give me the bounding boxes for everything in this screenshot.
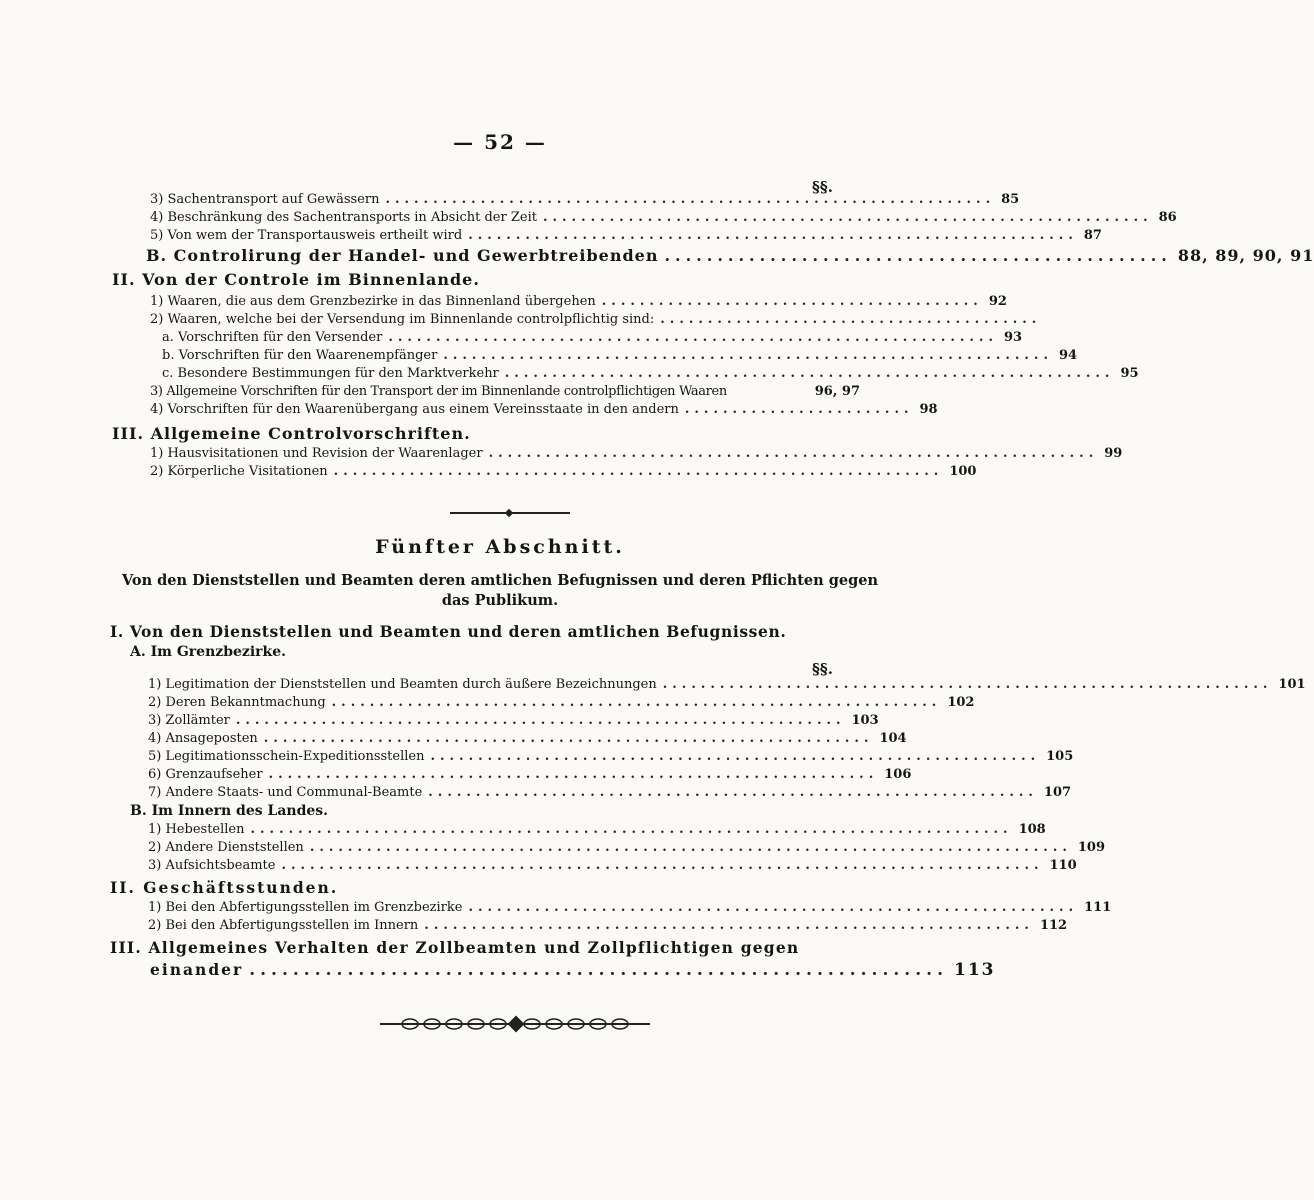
toc-entry: 2) Andere Dienststellen ................................................................................ 109 xyxy=(148,840,1106,855)
toc-entry: 3) Zollämter ................................................................ 103 xyxy=(148,713,879,728)
chapter-subtitle-cont: das Publikum. xyxy=(441,592,559,609)
toc-entry: 3) Aufsichtsbeamte ................................................................................ 110 xyxy=(148,858,1077,873)
toc-entry: 1) Hausvisitationen und Revision der Waarenlager ................................................................ 99 xyxy=(150,446,1123,461)
toc-entry: 4) Vorschriften für den Waarenübergang aus einem Vereinsstaate in den andern ........................ 98 xyxy=(150,402,938,417)
toc-subheading: B. Im Innern des Landes. xyxy=(130,803,329,819)
toc-heading-section-ii: II. Geschäftsstunden. xyxy=(110,878,339,897)
section-mark: §§. xyxy=(812,660,833,678)
toc-entry: 6) Grenzaufseher ................................................................ 106 xyxy=(148,767,912,782)
toc-entry: 1) Hebestellen ................................................................................ 108 xyxy=(148,822,1046,837)
toc-entry: a. Vorschriften für den Versender ................................................................ 93 xyxy=(162,330,1023,345)
toc-entry: 2) Bei den Abfertigungsstellen im Innern ................................................................ 112 xyxy=(148,918,1068,933)
toc-entry: 5) Legitimationsschein-Expeditionsstellen ................................................................ 105 xyxy=(148,749,1074,764)
toc-entry: 4) Beschränkung des Sachentransports in Absicht der Zeit ................................................................ 86 xyxy=(150,210,1177,225)
toc-entry: 7) Andere Staats- und Communal-Beamte ................................................................ 107 xyxy=(148,785,1072,800)
section-divider xyxy=(450,512,570,514)
toc-heading-b: B. Controlirung der Handel- und Gewerbtreibenden ................................................ 88, 89, 90, 91 xyxy=(146,246,1314,265)
toc-entry: 2) Körperliche Visitationen ................................................................ 100 xyxy=(150,464,977,479)
toc-entry: 4) Ansageposten ................................................................ 104 xyxy=(148,731,907,746)
toc-entry: 3) Sachentransport auf Gewässern ................................................................ 85 xyxy=(150,192,1020,207)
toc-heading-iii: III. Allgemeine Controlvorschriften. xyxy=(112,424,471,443)
chapter-subtitle: Von den Dienststellen und Beamten deren amtlichen Befugnissen und deren Pflichten gegen xyxy=(121,572,879,589)
ornamental-divider xyxy=(380,1014,650,1034)
toc-heading-section-iii-cont: einander ................................................................ 113 xyxy=(150,960,996,980)
toc-entry: c. Besondere Bestimmungen für den Marktverkehr ................................................................ 95 xyxy=(162,366,1139,381)
toc-entry: 2) Deren Bekanntmachung ................................................................ 102 xyxy=(148,695,975,710)
toc-subheading: A. Im Grenzbezirke. xyxy=(130,644,287,660)
section-mark: §§. xyxy=(812,178,833,196)
toc-entry: 5) Von wem der Transportausweis ertheilt wird ................................................................ 87 xyxy=(150,228,1102,243)
toc-entry: 1) Waaren, die aus dem Grenzbezirke in das Binnenland übergehen ........................................ 92 xyxy=(150,294,1007,309)
toc-entry: 1) Legitimation der Dienststellen und Beamten durch äußere Bezeichnungen ................................................................ 101 xyxy=(148,677,1306,692)
toc-heading-section-iii: III. Allgemeines Verhalten der Zollbeamten und Zollpflichtigen gegen xyxy=(110,938,800,957)
chapter-title: Fünfter Abschnitt. xyxy=(375,536,625,558)
toc-heading-section-i: I. Von den Dienststellen und Beamten und deren amtlichen Befugnissen. xyxy=(110,622,787,641)
toc-entry: b. Vorschriften für den Waarenempfänger ................................................................ 94 xyxy=(162,348,1078,363)
toc-heading-ii: II. Von der Controle im Binnenlande. xyxy=(112,270,480,289)
toc-entry: 2) Waaren, welche bei der Versendung im Binnenlande controlpflichtig sind: ........................................ xyxy=(150,312,1042,327)
toc-entry: 1) Bei den Abfertigungsstellen im Grenzbezirke ................................................................ 111 xyxy=(148,900,1112,915)
page-number: — 52 — xyxy=(453,130,547,154)
toc-entry: 3) Allgemeine Vorschriften für den Transport der im Binnenlande controlpflichtigen Waaren 96, 97 xyxy=(150,384,860,399)
